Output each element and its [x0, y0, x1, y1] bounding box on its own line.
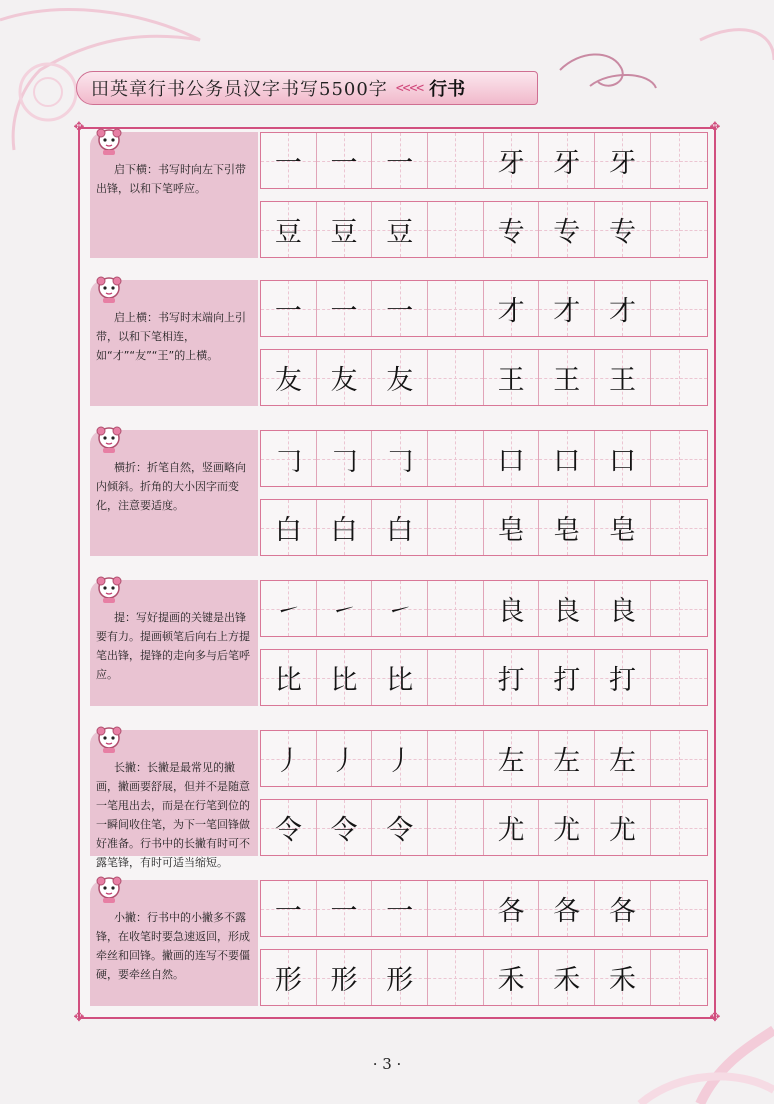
stroke-description-panel — [90, 132, 258, 258]
model-character-cell — [372, 881, 428, 936]
model-character-cell — [372, 350, 428, 405]
character-glyph: ㇀ — [330, 596, 358, 627]
practice-cell[interactable] — [651, 581, 707, 636]
character-glyph: 尤 — [553, 815, 581, 846]
practice-cell[interactable] — [428, 431, 484, 486]
model-character-cell — [539, 431, 595, 486]
character-glyph: 尤 — [497, 815, 525, 846]
model-character-cell — [261, 881, 317, 936]
character-glyph: 𠃌 — [330, 446, 358, 477]
model-character-cell — [261, 581, 317, 636]
model-character-cell — [484, 950, 540, 1005]
page-number: · 3 · — [372, 1055, 402, 1073]
practice-grid-row — [260, 799, 708, 856]
practice-cell[interactable] — [428, 350, 484, 405]
model-character-cell — [595, 281, 651, 336]
character-glyph: 各 — [608, 896, 636, 927]
character-glyph: 左 — [553, 746, 581, 777]
model-character-cell — [595, 431, 651, 486]
model-character-cell — [317, 650, 373, 705]
character-glyph: 𠃌 — [274, 446, 302, 477]
stroke-description — [96, 458, 252, 515]
mascot-icon — [94, 274, 124, 304]
stroke-section — [90, 880, 708, 1006]
model-character-cell — [372, 650, 428, 705]
practice-grid-row — [260, 430, 708, 487]
character-glyph: 牙 — [553, 148, 581, 179]
practice-cell[interactable] — [428, 650, 484, 705]
model-character-cell — [317, 950, 373, 1005]
practice-grid-row — [260, 880, 708, 937]
character-glyph: 比 — [274, 665, 302, 696]
stroke-name: 启下横 — [114, 163, 147, 176]
character-glyph: 豆 — [386, 217, 414, 248]
model-character-cell — [539, 581, 595, 636]
character-glyph: 皂 — [608, 515, 636, 546]
character-glyph: 尤 — [608, 815, 636, 846]
stroke-name: 提 — [114, 611, 125, 624]
model-character-cell — [539, 881, 595, 936]
stroke-section — [90, 430, 708, 556]
character-glyph: 禾 — [553, 965, 581, 996]
model-character-cell — [539, 202, 595, 257]
model-character-cell — [484, 881, 540, 936]
practice-cell[interactable] — [428, 202, 484, 257]
practice-cell[interactable] — [651, 431, 707, 486]
model-character-cell — [595, 950, 651, 1005]
model-character-cell — [595, 133, 651, 188]
character-glyph: 打 — [608, 665, 636, 696]
practice-cell[interactable] — [428, 581, 484, 636]
character-glyph: 左 — [608, 746, 636, 777]
character-glyph: 王 — [608, 365, 636, 396]
frame-corner-ornament: ✥ — [73, 1010, 85, 1025]
model-character-cell — [595, 881, 651, 936]
model-character-cell — [539, 500, 595, 555]
model-character-cell — [317, 133, 373, 188]
practice-cell[interactable] — [428, 133, 484, 188]
stroke-instruction: ：写好提画的关键是出锋要有力。提画顿笔后向右上方提笔出锋，提锋的走向多与后笔呼应。 — [96, 611, 250, 681]
model-character-cell — [595, 650, 651, 705]
character-glyph: 比 — [330, 665, 358, 696]
model-character-cell — [317, 350, 373, 405]
character-glyph: 一 — [386, 896, 414, 927]
stroke-description-panel — [90, 280, 258, 406]
character-glyph: 各 — [497, 896, 525, 927]
practice-cell[interactable] — [428, 281, 484, 336]
model-character-cell — [484, 500, 540, 555]
stroke-instruction: ：长撇是最常见的撇画，撇画要舒展，但并不是随意一笔甩出去，而是在行笔到位的一瞬间收住笔，为下一笔回锋做好准备。行书中的长撇有时可不露笔锋，有时可适当缩短。 — [96, 761, 250, 869]
character-glyph: 皂 — [553, 515, 581, 546]
character-glyph: ㇀ — [274, 596, 302, 627]
character-glyph: 禾 — [608, 965, 636, 996]
character-glyph: 豆 — [274, 217, 302, 248]
character-glyph: 口 — [497, 446, 525, 477]
mascot-icon — [94, 126, 124, 156]
character-glyph: 一 — [386, 296, 414, 327]
model-character-cell — [372, 950, 428, 1005]
model-character-cell — [317, 202, 373, 257]
character-glyph: 比 — [386, 665, 414, 696]
character-glyph: 打 — [497, 665, 525, 696]
model-character-cell — [317, 731, 373, 786]
character-glyph: 口 — [553, 446, 581, 477]
model-character-cell — [484, 133, 540, 188]
model-character-cell — [484, 431, 540, 486]
model-character-cell — [484, 650, 540, 705]
practice-cell[interactable] — [428, 950, 484, 1005]
model-character-cell — [317, 281, 373, 336]
character-glyph: 𠃌 — [386, 446, 414, 477]
practice-cell[interactable] — [651, 350, 707, 405]
model-character-cell — [539, 950, 595, 1005]
practice-cell[interactable] — [651, 202, 707, 257]
character-glyph: 才 — [553, 296, 581, 327]
character-glyph: 才 — [608, 296, 636, 327]
stroke-name: 小撇 — [114, 911, 136, 924]
frame-corner-ornament: ✥ — [709, 120, 721, 135]
character-glyph: 友 — [330, 365, 358, 396]
model-character-cell — [372, 731, 428, 786]
practice-grid-row — [260, 201, 708, 258]
model-character-cell — [317, 581, 373, 636]
model-character-cell — [317, 881, 373, 936]
model-character-cell — [484, 202, 540, 257]
practice-grid-row — [260, 280, 708, 337]
character-glyph: 一 — [330, 296, 358, 327]
character-glyph: 一 — [330, 148, 358, 179]
model-character-cell — [595, 500, 651, 555]
character-glyph: 牙 — [497, 148, 525, 179]
practice-cell[interactable] — [651, 800, 707, 855]
character-glyph: 豆 — [330, 217, 358, 248]
practice-grid-row — [260, 499, 708, 556]
stroke-description-panel — [90, 580, 258, 706]
practice-cell[interactable] — [651, 650, 707, 705]
character-glyph: 口 — [608, 446, 636, 477]
model-character-cell — [595, 581, 651, 636]
stroke-name: 启上横 — [114, 311, 147, 324]
character-glyph: 丿 — [330, 746, 358, 777]
character-glyph: 牙 — [608, 148, 636, 179]
model-character-cell — [261, 133, 317, 188]
model-character-cell — [372, 800, 428, 855]
practice-grid-row — [260, 730, 708, 787]
model-character-cell — [595, 800, 651, 855]
character-glyph: 白 — [330, 515, 358, 546]
model-character-cell — [372, 500, 428, 555]
character-glyph: 友 — [386, 365, 414, 396]
mascot-icon — [94, 874, 124, 904]
character-glyph: 左 — [497, 746, 525, 777]
stroke-description — [96, 308, 252, 365]
character-glyph: 专 — [553, 217, 581, 248]
mascot-icon — [94, 724, 124, 754]
character-glyph: ㇀ — [386, 596, 414, 627]
practice-grid-row — [260, 132, 708, 189]
character-glyph: 一 — [274, 148, 302, 179]
model-character-cell — [261, 202, 317, 257]
character-glyph: 白 — [386, 515, 414, 546]
practice-grid-row — [260, 949, 708, 1006]
model-character-cell — [539, 800, 595, 855]
model-character-cell — [372, 431, 428, 486]
character-glyph: 才 — [497, 296, 525, 327]
model-character-cell — [261, 500, 317, 555]
stroke-name: 横折 — [114, 461, 136, 474]
character-glyph: 皂 — [497, 515, 525, 546]
character-glyph: 一 — [386, 148, 414, 179]
character-glyph: 王 — [497, 365, 525, 396]
model-character-cell — [484, 731, 540, 786]
practice-cell[interactable] — [651, 133, 707, 188]
stroke-description — [96, 608, 252, 684]
mascot-icon — [94, 424, 124, 454]
model-character-cell — [539, 350, 595, 405]
practice-cell[interactable] — [651, 500, 707, 555]
model-character-cell — [595, 350, 651, 405]
model-character-cell — [372, 281, 428, 336]
model-character-cell — [484, 800, 540, 855]
model-character-cell — [261, 431, 317, 486]
model-character-cell — [317, 431, 373, 486]
model-character-cell — [595, 731, 651, 786]
character-glyph: 专 — [608, 217, 636, 248]
character-glyph: 良 — [497, 596, 525, 627]
arrows-decoration: <<<< — [395, 80, 424, 96]
practice-grid-row — [260, 349, 708, 406]
model-character-cell — [484, 281, 540, 336]
character-glyph: 白 — [274, 515, 302, 546]
model-character-cell — [372, 202, 428, 257]
stroke-instruction: ：折笔自然，竖画略向内倾斜。折角的大小因字而变化，注意要适度。 — [96, 461, 246, 512]
character-glyph: 禾 — [497, 965, 525, 996]
model-character-cell — [539, 650, 595, 705]
stroke-instruction: ：行书中的小撇多不露锋，在收笔时要急速返回，形成牵丝和回锋。撇画的连写不要僵硬，要牵丝自然。 — [96, 911, 250, 981]
model-character-cell — [484, 581, 540, 636]
character-glyph: 令 — [330, 815, 358, 846]
practice-cell[interactable] — [651, 881, 707, 936]
practice-grid-row — [260, 580, 708, 637]
practice-cell[interactable] — [651, 731, 707, 786]
character-glyph: 令 — [386, 815, 414, 846]
stroke-description — [96, 758, 252, 872]
character-glyph: 打 — [553, 665, 581, 696]
model-character-cell — [261, 281, 317, 336]
model-character-cell — [539, 133, 595, 188]
character-glyph: 形 — [386, 965, 414, 996]
book-title-banner — [76, 71, 538, 105]
practice-cell[interactable] — [428, 731, 484, 786]
model-character-cell — [484, 350, 540, 405]
script-style-label: 行书 — [429, 79, 466, 100]
model-character-cell — [595, 202, 651, 257]
character-glyph: 形 — [330, 965, 358, 996]
stroke-description-panel — [90, 730, 258, 869]
character-glyph: 令 — [274, 815, 302, 846]
stroke-name: 长撇 — [114, 761, 136, 774]
stroke-description — [96, 908, 252, 984]
character-glyph: 王 — [553, 365, 581, 396]
stroke-description — [96, 160, 252, 198]
model-character-cell — [539, 731, 595, 786]
character-glyph: 友 — [274, 365, 302, 396]
model-character-cell — [317, 800, 373, 855]
character-glyph: 一 — [274, 896, 302, 927]
stroke-instruction: ：书写时向左下引带出锋，以和下笔呼应。 — [96, 163, 246, 195]
model-character-cell — [539, 281, 595, 336]
character-glyph: 专 — [497, 217, 525, 248]
model-character-cell — [317, 500, 373, 555]
stroke-section — [90, 730, 708, 869]
character-glyph: 各 — [553, 896, 581, 927]
practice-cell[interactable] — [651, 281, 707, 336]
model-character-cell — [261, 650, 317, 705]
practice-grid-row — [260, 649, 708, 706]
character-glyph: 一 — [274, 296, 302, 327]
book-title: 田英章行书公务员汉字书写5500字 — [91, 79, 388, 100]
frame-corner-ornament: ✥ — [73, 120, 85, 135]
practice-cell[interactable] — [651, 950, 707, 1005]
stroke-section — [90, 132, 708, 258]
character-glyph: 丿 — [386, 746, 414, 777]
model-character-cell — [261, 731, 317, 786]
stroke-description-panel — [90, 880, 258, 1006]
mascot-icon — [94, 574, 124, 604]
practice-cell[interactable] — [428, 881, 484, 936]
model-character-cell — [372, 133, 428, 188]
character-glyph: 形 — [274, 965, 302, 996]
character-glyph: 丿 — [274, 746, 302, 777]
practice-cell[interactable] — [428, 500, 484, 555]
character-glyph: 一 — [330, 896, 358, 927]
model-character-cell — [261, 800, 317, 855]
frame-corner-ornament: ✥ — [709, 1010, 721, 1025]
practice-cell[interactable] — [428, 800, 484, 855]
stroke-section — [90, 280, 708, 406]
stroke-section — [90, 580, 708, 706]
model-character-cell — [372, 581, 428, 636]
character-glyph: 良 — [608, 596, 636, 627]
character-glyph: 良 — [553, 596, 581, 627]
stroke-instruction: ：书写时末端向上引带，以和下笔相连，如“才”“友”“王”的上横。 — [96, 311, 246, 362]
model-character-cell — [261, 350, 317, 405]
model-character-cell — [261, 950, 317, 1005]
stroke-description-panel — [90, 430, 258, 556]
